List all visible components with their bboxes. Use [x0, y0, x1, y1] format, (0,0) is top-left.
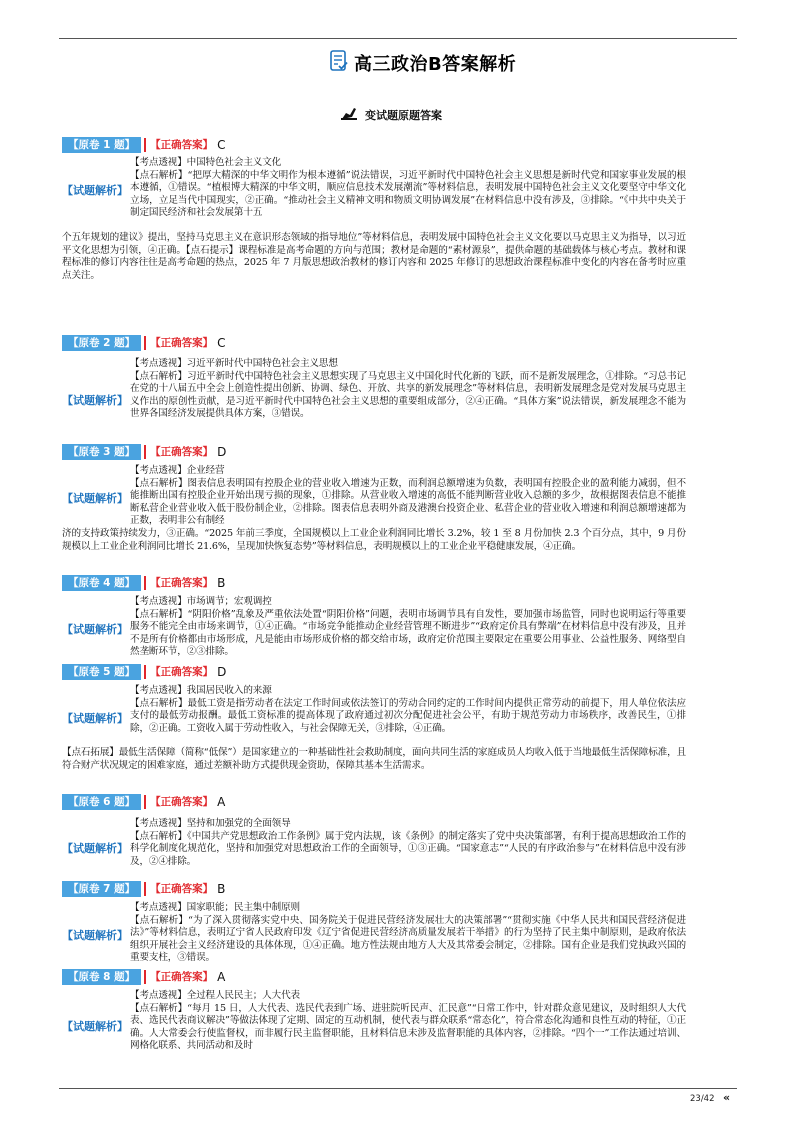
analysis-line: 【点石解析】“阴阳价格”乱象及严重依法处置“阴阳价格”问题，表明市场调节具有自发性，要加强市场监管，同时也说明运行等重要服务不能完全由市场来调节，①④正确。“市场竞争能推动企业经营管理不断进步”“政府定价具有弊端”在材料信息中没有涉及，且并不是所有价格都由市场形成，凡是能由市场形成价格的都交给市场，政府定价范围主要限定在重要公用事业、公益性服务、网络型自然垄断环节，②③排除。 [130, 608, 686, 658]
answer-label: 【正确答案】 [150, 883, 214, 895]
answer-label: 【正确答案】 [150, 446, 214, 458]
question-number: 【原卷 3 题】 [62, 444, 141, 460]
analysis-label: 【试题解析】 [62, 492, 128, 505]
question-number: 【原卷 2 题】 [62, 335, 141, 351]
analysis-line: 【考点透视】国家职能；民主集中制原则 [130, 902, 300, 913]
answer-value: A [217, 970, 226, 984]
answer-value: B [217, 576, 226, 590]
analysis-line: 【点石解析】《中国共产党思想政治工作条例》属于党内法规，该《条例》的制定落实了党中央决策部署，有利于提高思想政治工作的科学化制度化规范化，坚持和加强党对思想政治工作的全面领导，①③正确。“国家意志”“人民的有序政治参与”在材料信息中没有涉及，②④排除。 [130, 830, 686, 867]
divider [144, 445, 146, 459]
analysis-label: 【试题解析】 [62, 842, 128, 855]
document-check-icon [330, 50, 348, 76]
question-header [62, 664, 226, 680]
divider [144, 665, 146, 679]
analysis-block [130, 596, 686, 659]
section-heading [341, 105, 442, 124]
top-rule [59, 38, 737, 39]
analysis-line: 【点石解析】“为了深入贯彻落实党中央、国务院关于促进民营经济发展壮大的决策部署”“贯彻实施《中华人民共和国民营经济促进法》”等材料信息，表明辽宁省人民政府印发《辽宁省促进民营经济高质量发展若干举措》的行为坚持了民主集中制原则，是政府依法组织开展社会主义经济建设的具体体现，①④正确。地方性法规由地方人大及其常委会制定，②排除。国有企业是我们党执政兴国的重要支柱，③错误。 [130, 914, 686, 964]
divider [144, 882, 146, 896]
analysis-block [130, 465, 686, 528]
divider [144, 576, 146, 590]
hand-writing-icon [341, 105, 357, 124]
analysis-block [130, 685, 686, 735]
analysis-line: 【考点透视】全过程人民民主；人大代表 [130, 990, 300, 1001]
question-header [62, 444, 226, 460]
analysis-block [130, 818, 686, 868]
analysis-line: 【考点透视】中国特色社会主义文化 [130, 157, 282, 168]
divider [144, 336, 146, 350]
answer-label: 【正确答案】 [150, 139, 214, 151]
answer-label: 【正确答案】 [150, 971, 214, 983]
analysis-line: 【考点透视】市场调节；宏观调控 [130, 596, 272, 607]
question-number: 【原卷 5 题】 [62, 664, 141, 680]
analysis-line: 【点石解析】习近平新时代中国特色社会主义思想实现了马克思主义中国化时代化新的飞跃，而不是新发展理念，①排除。“习总书记在党的十八届五中全会上创造性提出创新、协调、绿色、开放、共享的新发展理念”等材料信息，表明新发展理念是党对发展马克思主义作出的原创性贡献，是习近平新时代中国特色社会主义思想的重要组成部分，②④正确。“具体方案”说法错误，新发展理念不能为世界各国经济发展提供具体方案，③错误。 [130, 370, 686, 420]
analysis-label: 【试题解析】 [62, 623, 128, 636]
answer-label: 【正确答案】 [150, 337, 214, 349]
analysis-block [130, 902, 686, 965]
analysis-line: 【考点透视】我国居民收入的来源 [130, 685, 272, 696]
analysis-label: 【试题解析】 [62, 1020, 128, 1033]
analysis-line: 【考点透视】企业经营 [130, 465, 225, 476]
answer-value: D [217, 665, 227, 679]
analysis-label: 【试题解析】 [62, 394, 128, 407]
page-title: 高三政治B答案解析 [354, 54, 517, 75]
answer-label: 【正确答案】 [150, 796, 214, 808]
analysis-label: 【试题解析】 [62, 184, 128, 197]
answer-value: A [217, 795, 226, 809]
answer-value: C [217, 138, 226, 152]
analysis-block [130, 358, 686, 421]
analysis-line: 【点石解析】“把厚大精深的中华文明作为根本遵循”说法错误，习近平新时代中国特色社会主义思想是新时代党和国家事业发展的根本遵循，①错误。“植根博大精深的中华文明，顺应信息技术发展潮流”等材料信息，表明发展中国特色社会主义文化要坚守中华文化立场，立足当代中国现实，②正确。“推动社会主义精神文明和物质文明协调发展”在材料信息中没有涉及，③排除。“《中共中央关于制定国民经济和社会发展第十五 [130, 169, 686, 219]
question-header [62, 969, 225, 985]
question-header [62, 794, 225, 810]
analysis-line: 【点石解析】最低工资是指劳动者在法定工作时间或依法签订的劳动合同约定的工作时间内提供正常劳动的前提下，用人单位依法应支付的最低劳动报酬。最低工资标准的提高体现了政府通过初次分配促进社会公平，有助于规范劳动力市场秩序，改善民生，①排除，②正确。工资收入属于劳动性收入，与社会保障无关，③排除，④正确。 [130, 697, 686, 734]
question-number: 【原卷 1 题】 [62, 137, 141, 153]
answer-value: C [217, 336, 226, 350]
question-number: 【原卷 6 题】 [62, 794, 141, 810]
answer-label: 【正确答案】 [150, 666, 214, 678]
divider [144, 138, 146, 152]
analysis-line: 【考点透视】坚持和加强党的全面领导 [130, 818, 291, 829]
analysis-line: 【点石解析】“每月 15 日，人大代表、选民代表到广场、进驻院听民声、汇民意”“日常工作中，针对群众意见建议，及时组织人大代表、选民代表商议解决”等做法体现了定期、固定的互动机制，使代表与群众联系“常态化”，符合常态化沟通和良性互动的特征，①正确。人大常委会行使监督权，而非履行民主监督职能，且材料信息未涉及监督职能的具体内容，②排除。“四个一”工作法通过培训、网格化联系、共同活动和及时 [130, 1002, 686, 1052]
question-header [62, 137, 226, 153]
analysis-line: 【考点透视】习近平新时代中国特色社会主义思想 [130, 358, 338, 369]
analysis-tail: 济的支持政策持续发力，③正确。“2025 年前三季度，全国规模以上工业企业利润同比增长 3.2%，较 1 至 8 月份加快 2.3 个百分点，其中，9 月份规模以上工业企业利润同比增长 21.6%，呈现加快恢复态势”等材料信息，表明规模以上的工业企业平稳健康发展，④正确。 [62, 528, 686, 552]
question-number: 【原卷 4 题】 [62, 575, 141, 591]
question-header [62, 881, 225, 897]
analysis-block [130, 990, 686, 1053]
question-header [62, 575, 225, 591]
analysis-line: 【点石解析】图表信息表明国有控股企业的营业收入增速为正数，而利润总额增速为负数，表明国有控股企业的盈利能力减弱，但不能推断出国有控股企业开始出现亏损的现象，①排除。从营业收入增速的高低不能判断营业收入总额的多少，故根据图表信息不能推断私营企业营业收入低于股份制企业，②排除。图表信息表明外商及港澳台投资企业、私营企业的营业收入增速和利润总额增速都为正数，表明非公有制经 [130, 477, 686, 527]
answer-label: 【正确答案】 [150, 577, 214, 589]
analysis-label: 【试题解析】 [62, 712, 128, 725]
divider [144, 795, 146, 809]
question-number: 【原卷 7 题】 [62, 881, 141, 897]
analysis-tail: 【点石拓展】最低生活保障（简称“低保”）是国家建立的一种基础性社会救助制度，面向共同生活的家庭成员人均收入低于当地最低生活保障标准，且符合财产状况规定的困难家庭，通过差额补助方式提供现金资助，保障其基本生活需求。 [62, 747, 686, 771]
question-header [62, 335, 226, 351]
answer-value: B [217, 882, 226, 896]
bottom-rule [59, 1088, 737, 1089]
answer-value: D [217, 445, 227, 459]
page-number: 23/42 [690, 1094, 715, 1104]
question-number: 【原卷 8 题】 [62, 969, 141, 985]
divider [144, 970, 146, 984]
section-title: 变试题原题答案 [365, 108, 442, 122]
analysis-label: 【试题解析】 [62, 929, 128, 942]
previous-page-icon[interactable]: « [723, 1091, 731, 1104]
document-title [330, 50, 516, 76]
analysis-tail: 个五年规划的建议》提出，坚持马克思主义在意识形态领域的指导地位”等材料信息，表明发展中国特色社会主义文化要以马克思主义为指导，以习近平文化思想为引领，④正确。【点石提示】课程标准是高考命题的方向与范围；教材是命题的“素材源泉”，提供命题的基础载体与核心考点。教材和课程标准的修订内容往往是高考命题的热点，2025 年 7 月版思想政治教材的修订内容和 2025 年修订的思想政治课程标准中变化的内容在备考时应重点关注。 [62, 232, 686, 281]
analysis-block [130, 157, 686, 220]
